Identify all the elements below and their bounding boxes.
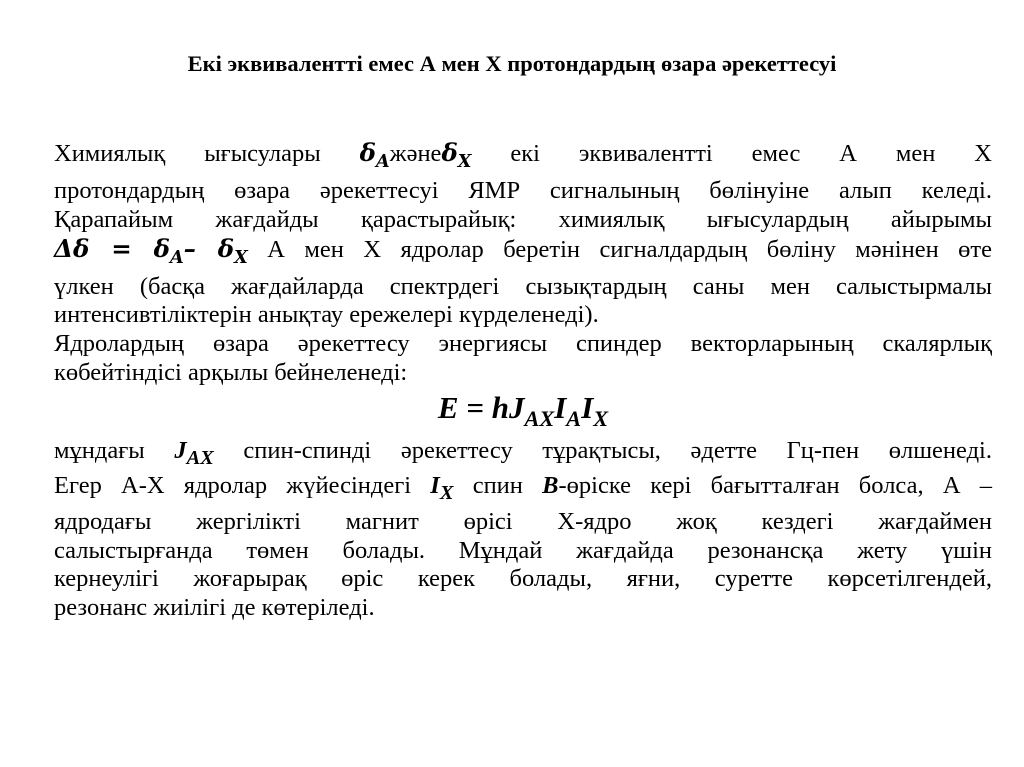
text-line: резонанс жиілігі де көтеріледі. bbox=[54, 594, 375, 622]
text-line: Химиялық ығысулары $\delta_Aжәне\delta_X$ екі эквивалентті емес А мен Х bbox=[54, 138, 992, 173]
paragraph-chemical-shifts bbox=[54, 139, 992, 330]
text-line: үлкен (басқа жағдайларда спектрдегі сызықтардың саны мен салыстырмалы bbox=[54, 272, 992, 300]
delta-difference-equation: $\Delta\delta = \delta_A-$ $\delta_X$ bbox=[54, 233, 248, 268]
paragraph-interaction-energy bbox=[54, 330, 992, 388]
text-line: интенсивтіліктерін анықтау ережелері күрделенеді). bbox=[54, 301, 599, 329]
text-line: кернеулігі жоғарырақ өріс керек болады, яғни, суретте көрсетілгендей, bbox=[54, 565, 992, 593]
slide-body bbox=[54, 139, 992, 623]
text-line: көбейтіндісі арқылы бейнеленеді: bbox=[54, 358, 408, 386]
slide-title: Екі эквивалентті емес А мен Х протондардың өзара әрекеттесуі bbox=[187, 51, 837, 76]
text-line: Егер А-Х ядролар жүйесіндегі $I_X$ спин B-өріске кері бағытталған болса, А – bbox=[54, 472, 992, 505]
text-line: Ядролардың өзара әрекеттесу энергиясы спиндер векторларының скалярлық bbox=[54, 330, 992, 358]
energy-formula: $E = hJ_{AX}I_AI_X$ bbox=[437, 389, 609, 431]
text-line: $\Delta\delta = \delta_A-$ $\delta_X$ А мен Х ядролар беретін сигналдардың бөліну мәнінен өте bbox=[54, 233, 992, 268]
paragraph-coupling-constant bbox=[54, 437, 992, 624]
text-line: мұндағы $J_{AX}$ спин-спинді әрекеттесу тұрақтысы, әдетте Гц-пен өлшенеді. bbox=[54, 436, 992, 469]
text-line: ядродағы жергілікті магнит өрісі Х-ядро жоқ кездегі жағдаймен bbox=[54, 507, 992, 535]
delta-a-symbol: $\delta_A$ bbox=[359, 138, 390, 173]
field-b-symbol: B bbox=[542, 472, 559, 500]
delta-x-symbol: $\delta_X$ bbox=[441, 138, 472, 173]
text-line: протондардың өзара әрекеттесуі ЯМР сигналының бөлінуіне алып келеді. bbox=[54, 176, 992, 204]
coupling-constant-symbol: $J_{AX}$ bbox=[174, 436, 214, 469]
text-line: салыстырғанда төмен болады. Мұндай жағдайда резонансқа жету үшін bbox=[54, 536, 992, 564]
spin-ix-symbol: $I_X$ bbox=[430, 472, 454, 505]
text-line: Қарапайым жағдайды қарастырайық: химиялық ығысулардың айырымы bbox=[54, 205, 992, 233]
